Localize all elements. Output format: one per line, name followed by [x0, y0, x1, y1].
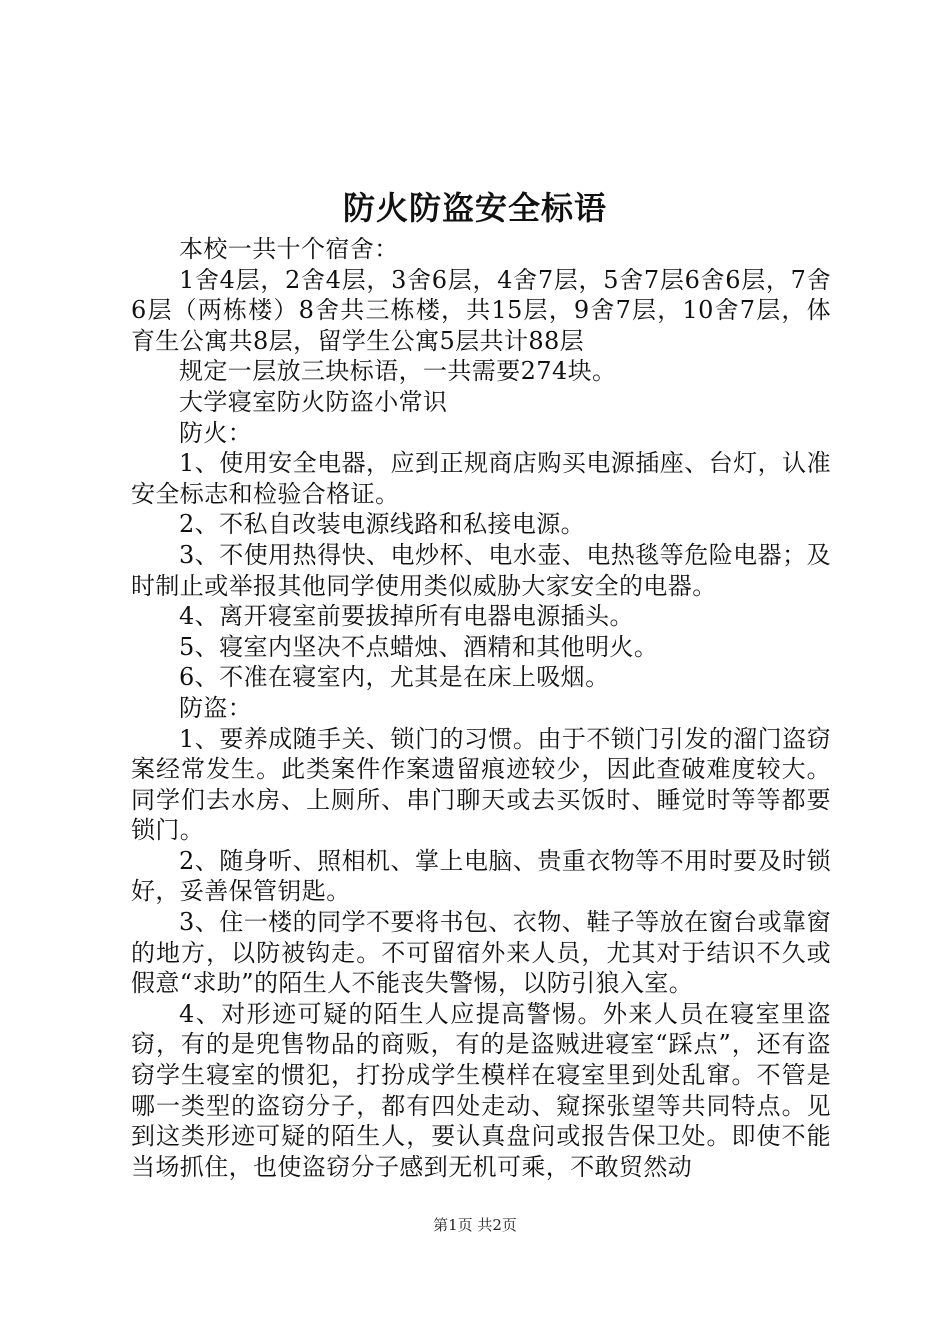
page-number-footer: 第1页 共2页	[433, 1216, 517, 1234]
theft-tip-3: 3、住一楼的同学不要将书包、衣物、鞋子等放在窗台或靠窗的地方，以防被钩走。不可留宿外来人员，尤其对于结识不久或假意“求助”的陌生人不能丧失警惕，以防引狼入室。	[131, 908, 831, 998]
banner-count-paragraph: 规定一层放三块标语，一共需要274块。	[179, 357, 617, 386]
theft-prevention-heading: 防盗：	[179, 693, 253, 722]
fire-tip-2: 2、不私自改装电源线路和私接电源。	[179, 510, 586, 539]
fire-tip-3: 3、不使用热得快、电炒杯、电水壶、电热毯等危险电器；及时制止或举报其他同学使用类似威胁大家安全的电器。	[131, 540, 831, 600]
fire-tip-5: 5、寝室内坚决不点蜡烛、酒精和其他明火。	[179, 632, 659, 661]
intro-paragraph: 本校一共十个宿舍：	[179, 235, 399, 263]
document-title: 防火防盗安全标语	[342, 189, 607, 227]
tips-heading: 大学寝室防火防盗小常识	[179, 387, 448, 416]
fire-tip-6: 6、不准在寝室内，尤其是在床上吸烟。	[179, 663, 610, 692]
theft-tip-4: 4、对形迹可疑的陌生人应提高警惕。外来人员在寝室里盗窃，有的是兜售物品的商贩，有的是盗贼进寝室“踩点”，还有盗窃学生寝室的惯犯，打扮成学生模样在寝室里到处乱窜。不管是哪一类型的盗窃分子，都有四处走动、窥探张望等共同特点。见到这类形迹可疑的陌生人，要认真盘问或报告保卫处。即使不能当场抓住，也使盗窃分子感到无机可乘，不敢贸然动	[131, 999, 831, 1181]
fire-tip-4: 4、离开寝室前要拔掉所有电器电源插头。	[179, 602, 634, 631]
fire-prevention-heading: 防火：	[179, 418, 253, 447]
theft-tip-2: 2、随身听、照相机、掌上电脑、贵重衣物等不用时要及时锁好，妥善保管钥匙。	[131, 846, 831, 906]
document-body	[131, 234, 831, 1182]
dorm-floors-paragraph: 1舍4层，2舍4层，3舍6层，4舍7层，5舍7层6舍6层，7舍6层（两栋楼）8舍共三栋楼，共15层，9舍7层，10舍7层，体育生公寓共8层，留学生公寓5层共计88层	[131, 265, 831, 355]
theft-tip-1: 1、要养成随手关、锁门的习惯。由于不锁门引发的溜门盗窃案经常发生。此类案件作案遗留痕迹较少，因此查破难度较大。同学们去水房、上厕所、串门聊天或去买饭时、睡觉时等等都要锁门。	[131, 724, 831, 845]
fire-tip-1: 1、使用安全电器，应到正规商店购买电源插座、台灯，认准安全标志和检验合格证。	[131, 449, 831, 508]
